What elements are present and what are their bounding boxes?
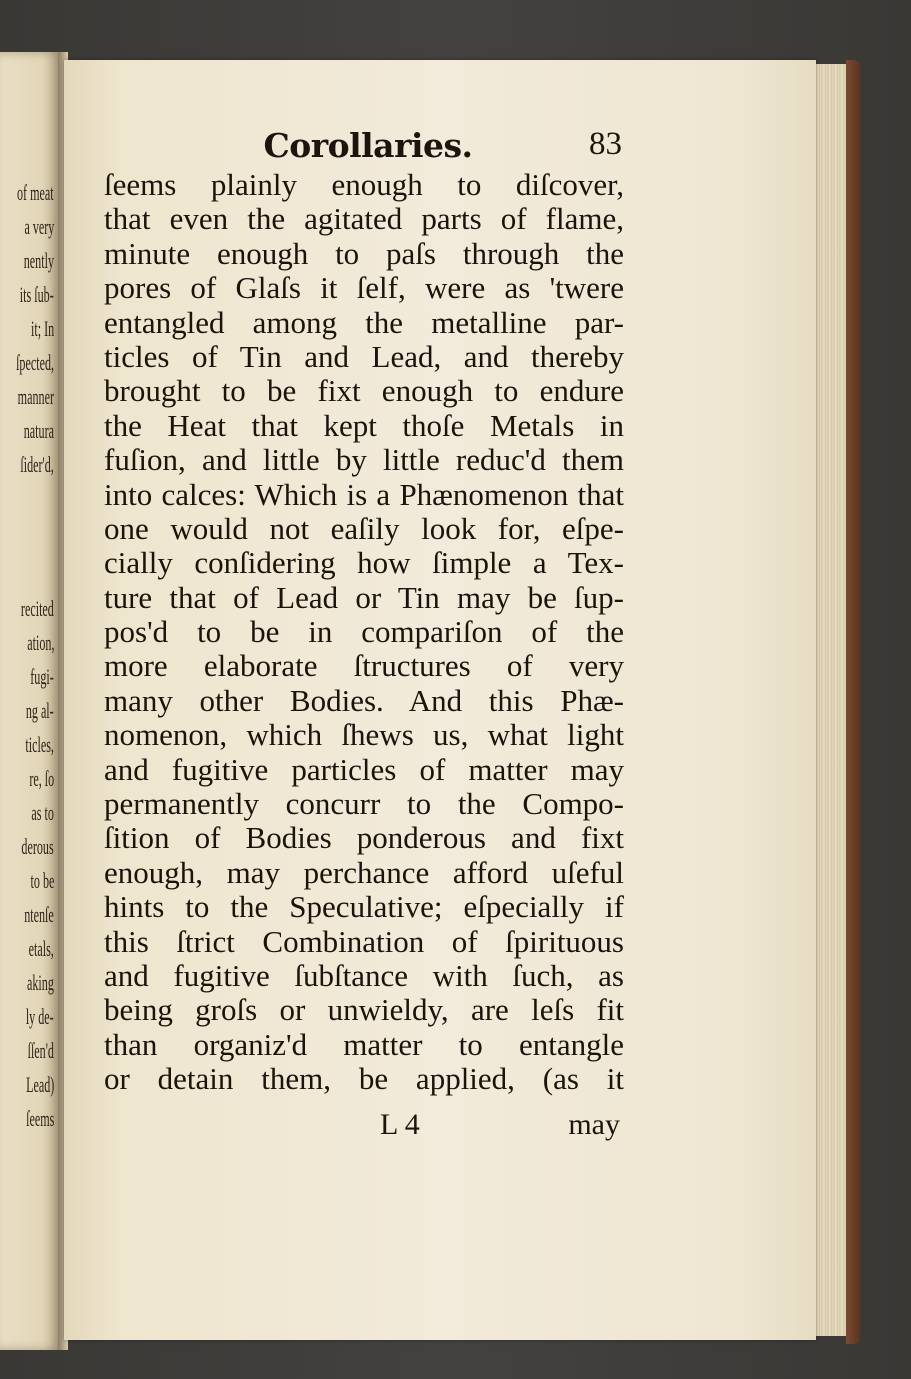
text-line: fuſion, and little by little reduc'd them bbox=[104, 442, 624, 478]
text-line: hints to the Speculative; eſpecially if bbox=[104, 889, 624, 925]
text-line: ture that of Lead or Tin may be ſup- bbox=[104, 579, 624, 615]
left-page-fragment: recited bbox=[21, 596, 54, 621]
text-line: minute enough to paſs through the bbox=[104, 235, 624, 271]
text-line: being groſs or unwieldy, are leſs fit bbox=[104, 992, 624, 1028]
left-page-fragment: ntenſe bbox=[24, 902, 54, 927]
page-number: 83 bbox=[589, 126, 622, 162]
left-page-fragment: ſeems bbox=[25, 1106, 54, 1131]
left-page-fragment: ſſen'd bbox=[27, 1038, 54, 1063]
text-line: nomenon, which ſhews us, what light bbox=[104, 717, 624, 753]
left-page-fragment: ſpected, bbox=[16, 350, 54, 375]
left-page-fragment: nently bbox=[23, 248, 54, 273]
text-line: this ſtrict Combination of ſpirituous bbox=[104, 923, 624, 959]
left-page-fragment: Lead) bbox=[25, 1072, 54, 1097]
text-line: into calces: Which is a Phænomenon that bbox=[104, 476, 624, 512]
left-page-fragment: of meat bbox=[17, 180, 54, 205]
left-page-fragment: aking bbox=[27, 970, 54, 995]
left-page-fragment: etals, bbox=[28, 936, 54, 961]
book-cover-edge bbox=[846, 60, 860, 1344]
page-body-text bbox=[104, 168, 624, 1097]
left-page-fragment: ation, bbox=[26, 630, 54, 655]
text-line: and fugitive particles of matter may bbox=[104, 751, 624, 787]
text-line: pos'd to be in compariſon of the bbox=[104, 614, 624, 650]
text-line: and fugitive ſubſtance with ſuch, as bbox=[104, 957, 624, 993]
left-page-fragment: natura bbox=[23, 418, 54, 443]
left-page-fragment: it; In bbox=[30, 316, 54, 341]
left-page-fragment: ſider'd, bbox=[20, 452, 54, 477]
text-line: brought to be fixt enough to endure bbox=[104, 373, 624, 409]
text-line: permanently concurr to the Compo- bbox=[104, 786, 624, 822]
left-page-fragment: ly de- bbox=[26, 1004, 54, 1029]
running-head-title: Corollaries. bbox=[263, 126, 473, 165]
signature-mark: L 4 bbox=[380, 1108, 420, 1141]
left-page-fragment: re, ſo bbox=[29, 766, 54, 791]
left-page-fragment: manner bbox=[17, 384, 54, 409]
text-line: pores of Glaſs it ſelf, were as 'twere bbox=[104, 270, 624, 306]
left-page-fragment: ng al- bbox=[26, 698, 54, 723]
catchword: may bbox=[568, 1108, 620, 1141]
text-line: ſeems plainly enough to diſcover, bbox=[104, 167, 624, 202]
text-line: than organiz'd matter to entangle bbox=[104, 1026, 624, 1062]
text-line: enough, may perchance afford uſeful bbox=[104, 854, 624, 890]
left-page-fragment: to be bbox=[30, 868, 54, 893]
text-line: entangled among the metalline par- bbox=[104, 304, 624, 340]
left-page-fragment: derous bbox=[21, 834, 54, 859]
text-line: more elaborate ſtructures of very bbox=[104, 648, 624, 684]
left-page-fragment: a very bbox=[24, 214, 54, 239]
text-line: cially conſidering how ſimple a Tex- bbox=[104, 545, 624, 581]
text-line: ticles of Tin and Lead, and thereby bbox=[104, 338, 624, 374]
left-page-fragment: its ſub- bbox=[20, 282, 54, 307]
text-line: or detain them, be applied, (as it bbox=[104, 1061, 624, 1097]
left-page-fragment: ticles, bbox=[25, 732, 54, 757]
text-line: that even the agitated parts of flame, bbox=[104, 201, 624, 237]
adjacent-left-page bbox=[0, 52, 60, 1350]
text-line: one would not eaſily look for, eſpe- bbox=[104, 510, 624, 546]
text-line: many other Bodies. And this Phæ- bbox=[104, 682, 624, 718]
left-page-fragment: as to bbox=[31, 800, 54, 825]
text-line: ſition of Bodies ponderous and fixt bbox=[104, 820, 624, 856]
text-line: the Heat that kept thoſe Metals in bbox=[104, 407, 624, 443]
left-page-fragment: fugi- bbox=[30, 664, 54, 689]
